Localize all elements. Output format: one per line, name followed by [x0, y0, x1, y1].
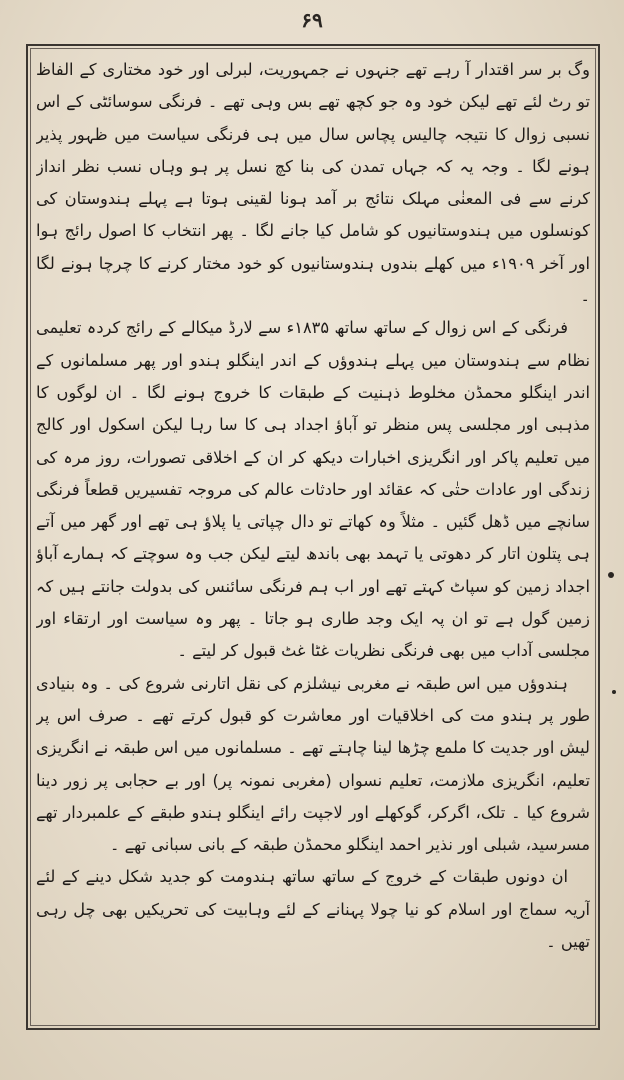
margin-dot-mark-small: [612, 690, 616, 694]
margin-dot-mark: [608, 572, 614, 578]
paragraph-3: ہندوؤں میں اس طبقہ نے مغربی نیشلزم کی نقل اتارنی شروع کی ۔ وہ بنیادی طور پر ہندو مت کی اخلاقیات اور معاشرت کو قبول کرتے تھے ۔ صرف اس پر لیش اور جدیت کا ملمع چڑھا لینا چاہتے تھے ۔ مسلمانوں میں اس طبقہ نے انگریزی تعلیم، انگریزی ملازمت، تعلیم نسواں (مغربی نمونہ پر) اور بے حجابی پر زور دینا شروع کیا ۔ تلک، اگرکر، گوکھلے اور لاجپت رائے اینگلو ہندو طبقے کے علمبردار تھے مسرسید، شبلی اور نذیر احمد اینگلو محمڈن طبقہ کے بانی سبانی تھے ۔: [36, 673, 590, 855]
paragraph-2: فرنگی کے اس زوال کے ساتھ ساتھ ۱۸۳۵ء سے لارڈ میکالے کے رائج کردہ تعلیمی نظام سے ہندوستان میں پہلے ہندوؤں کے اندر اینگلو ہندو اور پھر مسلمانوں کے اندر اینگلو محمڈن مخلوط ذہنیت کے طبقات کا خروج ہونے لگا ۔ ان لوگوں کا مذہبی اور مجلسی پس منظر تو آباؤ اجداد ہی کا سا رہا لیکن اسکول اور کالج میں تعلیم پاکر اور انگریزی اخبارات دیکھ کر ان کے اخلاقی تصورات، روز مرہ کی زندگی اور عادات حتٰی کہ عقائد اور حادثات عالم کی مروجہ تفسیریں قطعاً فرنگی سانچے میں ڈھل گئیں ۔ مثلاً وہ کھاتے تو دال چپاتی یا پلاؤ ہی تھے اور گھر میں آتے ہی پتلون اتار کر دھوتی یا تہمد بھی باندھ لیتے لیکن جب وہ سوچتے کہ ہمارے آباؤ اجداد زمین کو سپاٹ کہتے تھے اور اب ہم فرنگی سائنس کی بدولت جانتے ہیں کہ زمین گول ہے تو ان پہ ایک وجد طاری ہو جاتا ۔ پھر وہ سیاست اور ارتقاء اور مجلسی آداب میں بھی فرنگی نظریات غٹا غٹ قبول کر لیتے ۔: [36, 318, 590, 661]
page-number: ۶۹: [301, 8, 323, 32]
paragraph-4: ان دونوں طبقات کے خروج کے ساتھ ساتھ ہندومت کو جدید شکل دینے کے لئے آریہ سماج اور اسلام کو نیا چولا پہنانے کے لئے وہابیت کی تحریکیں بھی چل رہی تھیں ۔: [36, 867, 590, 952]
paragraph-1: وگ بر سر اقتدار آ رہے تھے جنہوں نے جمہوریت، لبرلی اور خود مختاری کے الفاظ تو رٹ لئے تھے لیکن خود وہ جو کچھ تھے بس وہی تھے ۔ فرنگی سوسائٹی کے اس نسبی زوال کا نتیجہ چالیس پچاس سال میں ہی فرنگی سیاست میں ظہور پذیر ہونے لگا ۔ وجہ یہ کہ جہاں تمدن کی بنا کچ نسل پر ہو وہاں نسب نظر انداز کرنے سے فی المعنٰی مہلک نتائج بر آمد ہونا لقینی ہوتا ہے پہلے ہندوستان کی کونسلوں میں ہندوستانیوں کو شامل کیا جانے لگا ۔ پھر انتخاب کا اصول رائج ہوا اور آخر ۱۹۰۹ء میں کھلے بندوں ہندوستانیوں کو خود مختار کرنے کا چرچا ہونے لگا ۔: [36, 60, 590, 306]
urdu-text-body: [36, 54, 590, 994]
